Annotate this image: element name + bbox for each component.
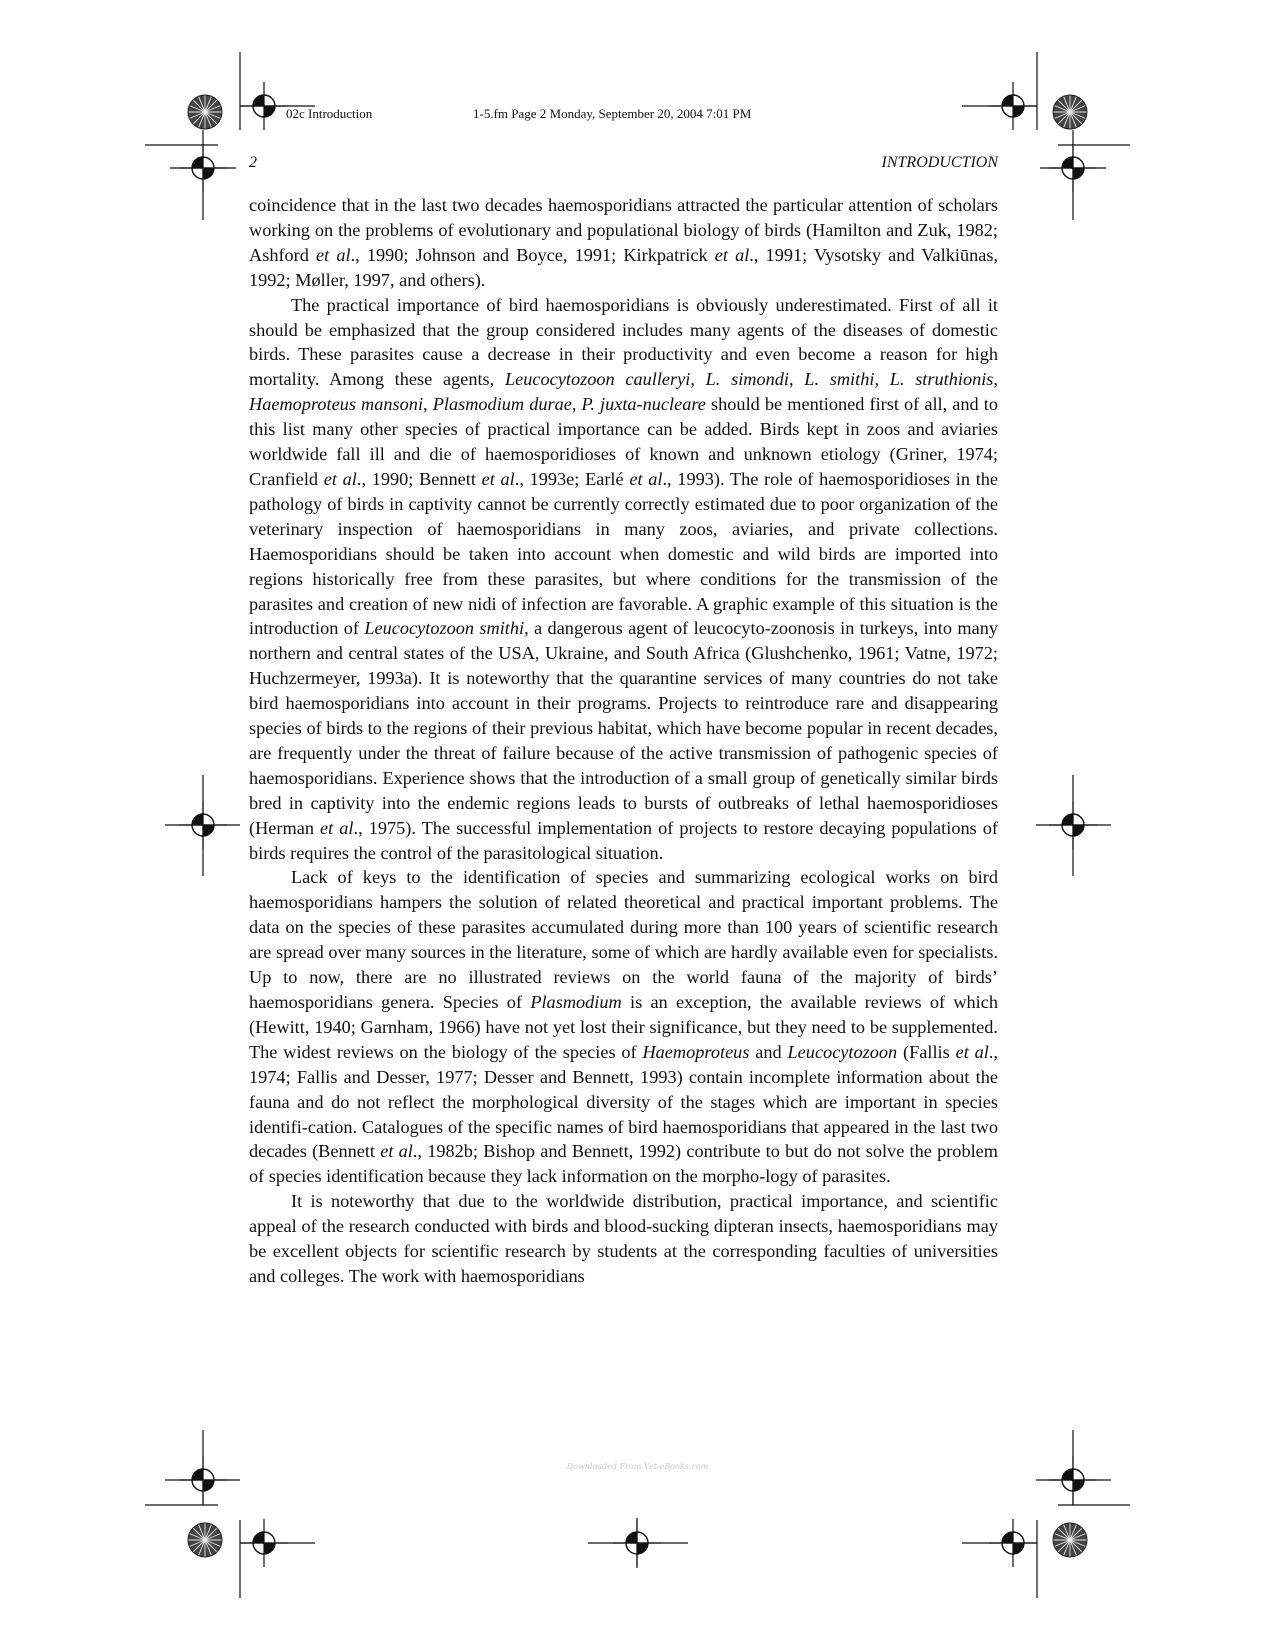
text-run: ., 1990; Johnson and Boyce, 1991; Kirkpatrick	[350, 244, 715, 265]
text-run: (Fallis	[897, 1041, 956, 1062]
text-run: ,	[571, 394, 582, 415]
text-run: ., 1982b; Bishop and Bennett, 1992) contribute to but do not solve the problem of species identification because they lack information on the morpho-logy of parasites.	[249, 1141, 998, 1187]
text-run: ,	[788, 369, 805, 390]
body-text	[249, 193, 998, 1289]
italic-text: Plasmodium durae	[432, 394, 572, 415]
italic-text: et al	[481, 468, 515, 489]
chapter-title: INTRODUCTION	[881, 154, 998, 171]
text-run: ., 1974; Fallis and Desser, 1977; Desser and Bennett, 1993) contain incomplete information about the fauna and do not reflect the morphological diversity of the stages which are important in species identifi-cation. Catalogues of the specific names of bird haemosporidians that appeared in the last two decades (Bennett	[249, 1041, 998, 1162]
paragraph	[249, 1189, 998, 1289]
italic-text: et al	[380, 1141, 413, 1162]
italic-text: Leucocytozoon	[787, 1041, 898, 1062]
italic-text: Leucocytozoon smithi,	[364, 618, 529, 639]
italic-text: Leucocytozoon caulleryi	[504, 369, 691, 390]
text-run: is an exception, the available reviews of which (Hewitt, 1940; Garnham, 1966) have not yet lost their significance, but they need to be supplemented. The widest reviews on the biology of the species of	[249, 992, 999, 1062]
slug-filename: 02c Introduction	[286, 106, 373, 121]
italic-text: L. smithi	[804, 369, 875, 390]
italic-text: et al	[323, 468, 357, 489]
paragraph	[249, 193, 998, 293]
text-run: coincidence that in the last two decades haemosporidians attracted the particular attention of scholars working on the problems of evolutionary and populational biology of birds (Hamilton and Zuk, 1982; Ashford	[249, 195, 998, 265]
italic-text: et al	[320, 817, 354, 838]
text-run: should be mentioned first of all, and to this list many other species of practical importance can be added. Birds kept in zoos and aviaries worldwide fall ill and die of haemosporidioses of known and unknown etiology (Griner, 1974; Cranfield	[249, 394, 999, 489]
text-run: ., 1991; Vysotsky and Valkiūnas, 1992; Møller, 1997, and others).	[249, 244, 999, 290]
text-run: ,	[993, 369, 998, 390]
italic-text: et al	[316, 244, 351, 265]
starburst-mark	[1053, 1523, 1087, 1557]
italic-text: et al	[955, 1041, 989, 1062]
watermark: Downloaded From Vet-eBooks.com	[566, 1462, 709, 1471]
paragraph	[249, 293, 998, 866]
italic-text: P. juxta-nucleare	[581, 394, 706, 415]
italic-text: Plasmodium	[530, 992, 622, 1012]
italic-text: L. struthionis	[889, 369, 994, 390]
text-run: ., 1993). The role of haemosporidioses in the pathology of birds in captivity cannot be currently correctly estimated due to poor organization of the veterinary inspection of haemosporidians in many zoos, aviaries, and private collections. Haemosporidians should be taken into account when domestic and wild birds are imported into regions historically free from these parasites, but where conditions for the transmission of the parasites and creation of new nidi of infection are favorable. A graphic example of this situation is the introduction of	[249, 468, 999, 639]
page-number: 2	[249, 154, 257, 171]
starburst-mark	[1053, 95, 1087, 129]
text-run: The practical importance of bird haemosporidians is obviously underestimated. First of all it should be emphasized that the group considered includes many agents of the diseases of domestic birds. These parasites cause a decrease in their productivity and even become a reason for high mortality. Among these agents,	[249, 294, 998, 390]
text-run: ,	[690, 369, 706, 390]
italic-text: et al	[714, 244, 750, 265]
text-run: It is noteworthy that due to the worldwide distribution, practical importance, and scientific appeal of the research conducted with birds and blood-sucking dipteran insects, haemosporidians may be excellent objects for scientific research by students at the corresponding faculties of universities and colleges. The work with haemosporidians	[249, 1191, 998, 1286]
italic-text: L. simondi	[705, 369, 789, 390]
text-run: ., 1975). The successful implementation of projects to restore decaying populations of birds requires the control of the parasitological situation.	[249, 817, 998, 863]
text-run: ,	[874, 369, 890, 390]
italic-text: Haemoproteus mansoni	[249, 394, 424, 415]
paragraph	[249, 865, 998, 1189]
running-head	[249, 154, 998, 174]
starburst-mark	[188, 1523, 222, 1557]
text-run: ,	[423, 394, 433, 415]
text-run: ., 1993e; Earlé	[514, 468, 630, 489]
text-run: Lack of keys to the identification of species and summarizing ecological works on bird haemosporidians hampers the solution of related theoretical and practical important problems. The data on the species of these parasites accumulated during more than 100 years of scientific research are spread over many sources in the literature, some of which are hardly available even for specialists. Up to now, there are no illustrated reviews on the world fauna of the majority of birds’ haemosporidians genera. Species of	[249, 867, 998, 1012]
italic-text: et al	[629, 468, 663, 489]
text-run: a dangerous agent of leucocyto-zoonosis in turkeys, into many northern and central states of the USA, Ukraine, and South Africa (Glushchenko, 1961; Vatne, 1972; Huchzermeyer, 1993a). It is noteworthy that the quarantine services of many countries do not take bird haemosporidians into account in their programs. Projects to reintroduce rare and disappearing species of birds to the regions of their previous habitat, which have become popular in recent decades, are frequently under the threat of failure because of the active transmission of pathogenic species of haemosporidians. Experience shows that the introduction of a small group of genetically similar birds bred in captivity into the endemic regions leads to bursts of outbreaks of lethal haemosporidioses (Herman	[249, 618, 998, 838]
slug-page-info: 1-5.fm Page 2 Monday, September 20, 2004 7:01 PM	[473, 106, 752, 121]
starburst-mark	[188, 95, 222, 129]
text-run: ., 1990; Bennett	[356, 468, 482, 489]
text-run: and	[749, 1041, 788, 1062]
italic-text: Haemoproteus	[642, 1041, 750, 1062]
